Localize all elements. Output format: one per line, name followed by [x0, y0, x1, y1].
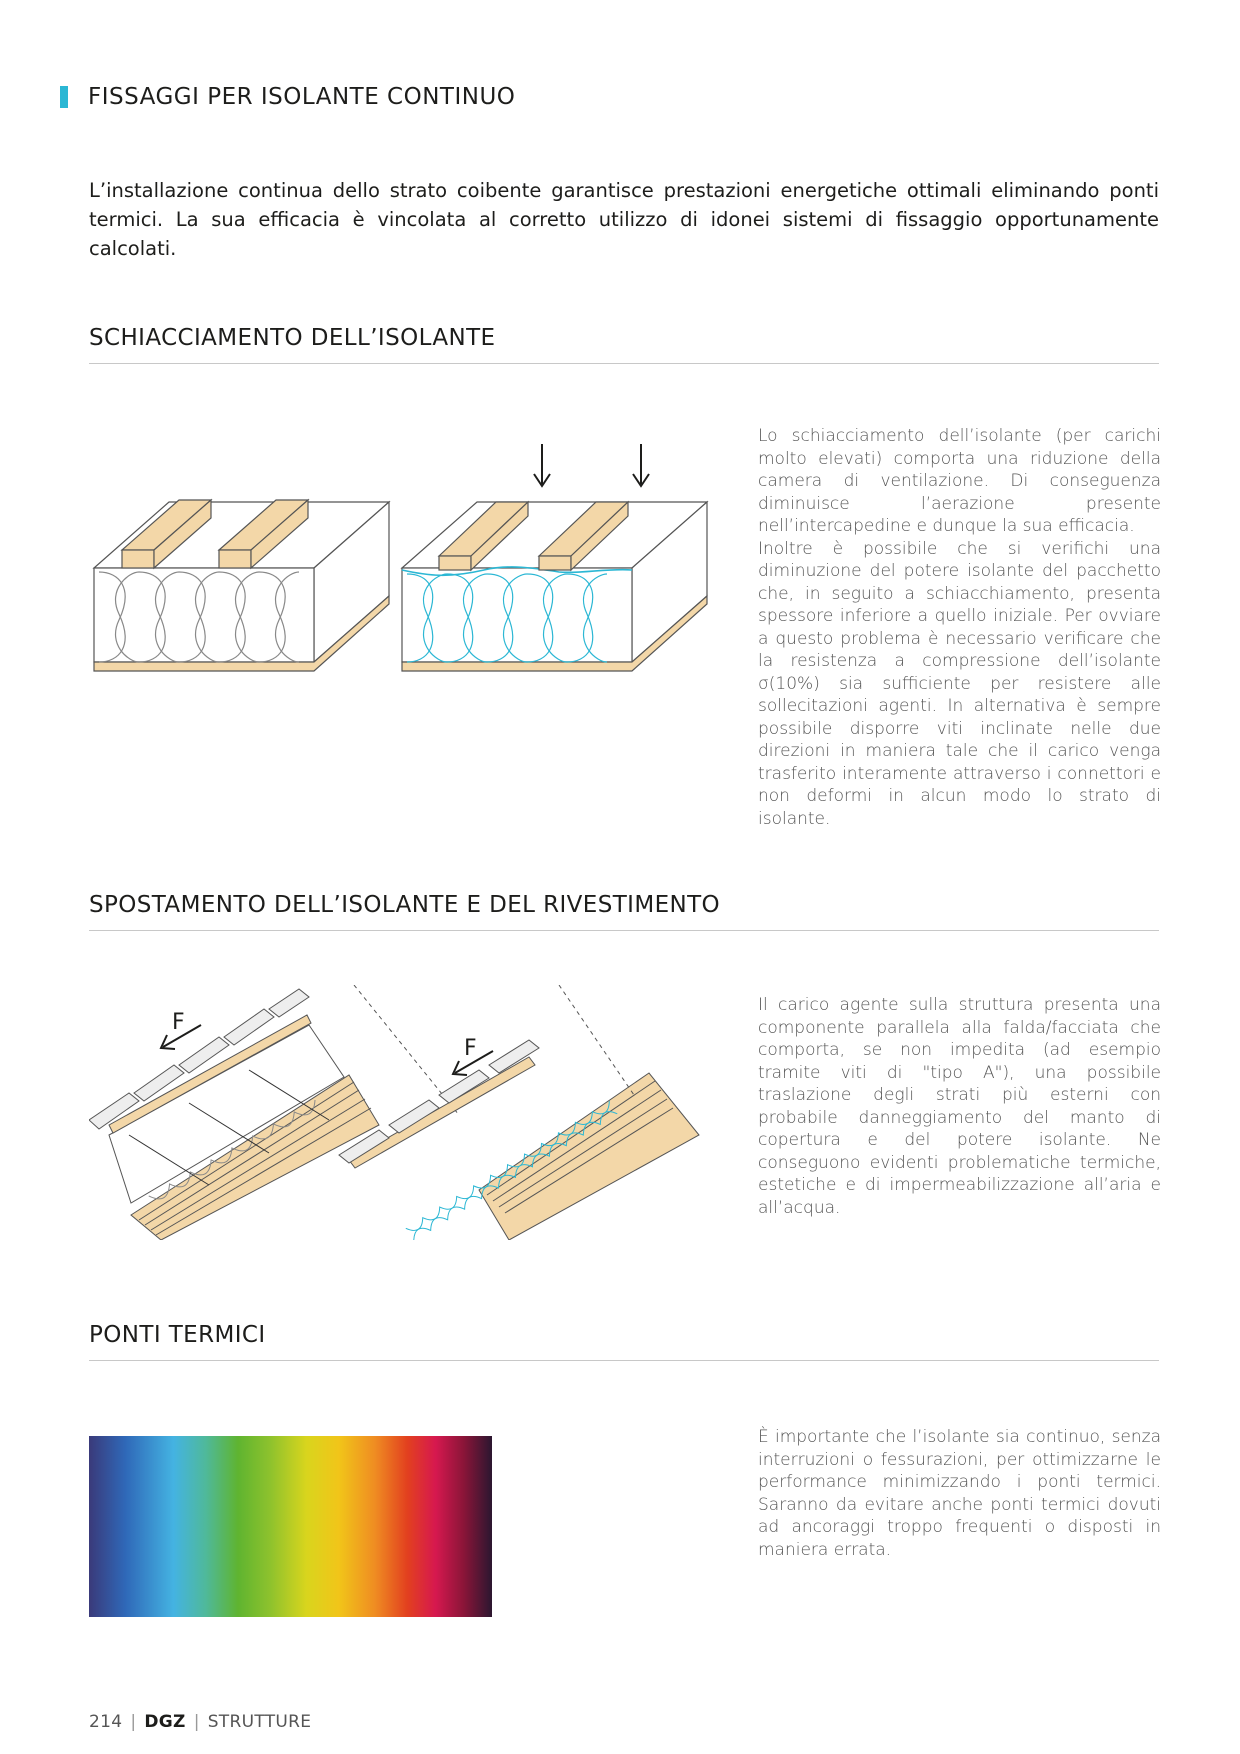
section-text-ponti-termici: È importante che l’isolante sia continuo, senza interruzioni o fessurazioni, per ottimizzarne le performance minimizzando i ponti termici. Saranno da evitare anche ponti termici dovuti ad ancoraggi troppo frequenti o disposti in maniera errata.: [758, 1427, 1161, 1560]
footer-brand: DGZ: [144, 1712, 186, 1732]
section-heading-spostamento: SPOSTAMENTO DELL’ISOLANTE E DEL RIVESTIMENTO: [89, 892, 1159, 931]
title-accent-bar: [60, 86, 68, 108]
load-arrow-icon: [534, 444, 550, 486]
footer-separator: |: [130, 1712, 137, 1732]
block-compressed: [402, 502, 707, 671]
section-text-spostamento: Il carico agente sulla struttura presenta una componente parallela alla falda/facciata che comporta, se non impedita (ad esempio tramite viti di "tipo A"), una possibile traslazione degli strati più esterni con probabile danneggiamento del manto di copertura e del potere isolante. Ne conseguono evidenti problematiche termiche, estetiche e di impermeabilizzazione all’aria e all’acqua.: [758, 995, 1161, 1218]
page-number: 214: [89, 1712, 123, 1732]
section-heading-schiacciamento: SCHIACCIAMENTO DELL’ISOLANTE: [89, 325, 1159, 364]
page-footer: [89, 1712, 311, 1732]
footer-category: STRUTTURE: [207, 1712, 312, 1732]
footer-separator: |: [193, 1712, 200, 1732]
force-label: F: [172, 1010, 185, 1035]
roof-section-displaced: [339, 985, 699, 1240]
insulation-compression-illustration: [89, 440, 719, 680]
insulation-displacement-illustration: [89, 985, 729, 1240]
intro-paragraph: L’installazione continua dello strato coibente garantisce prestazioni energetiche ottimali eliminando ponti termici. La sua efficacia è vincolata al corretto utilizzo di idonei sistemi di fissaggio opportunamente calcolati.: [89, 179, 1159, 260]
section-text-schiacciamento: Lo schiacciamento dell’isolante (per carichi molto elevati) comporta una riduzione della camera di ventilazione. Di conseguenza diminuisce l’aerazione presente nell’intercapedine e dunque la sua efficacia. Inoltre è possibile che si verifichi una diminuzione del potere isolante del pacchetto che, in seguito a schiacchiamento, presenta spessore inferiore a quello iniziale. Per ovviare a questo problema è necessario verificare che la resistenza a compressione dell’isolante σ(10%) sia sufficiente per resistere alle sollecitazioni agenti. In alternativa è sempre possibile disporre viti inclinate nelle due direzioni in maniera tale che il carico venga trasferito interamente attraverso i connettori e non deformi in alcun modo lo strato di isolante.: [758, 426, 1161, 829]
block-normal: [94, 500, 389, 671]
force-label: F: [464, 1036, 477, 1061]
page-header: [60, 84, 515, 110]
page-title: FISSAGGI PER ISOLANTE CONTINUO: [88, 84, 516, 110]
section-heading-ponti-termici: PONTI TERMICI: [89, 1322, 1159, 1361]
load-arrow-icon: [633, 444, 649, 486]
roof-section-fixed: [89, 985, 459, 1240]
thermal-gradient-bar: [89, 1436, 492, 1617]
